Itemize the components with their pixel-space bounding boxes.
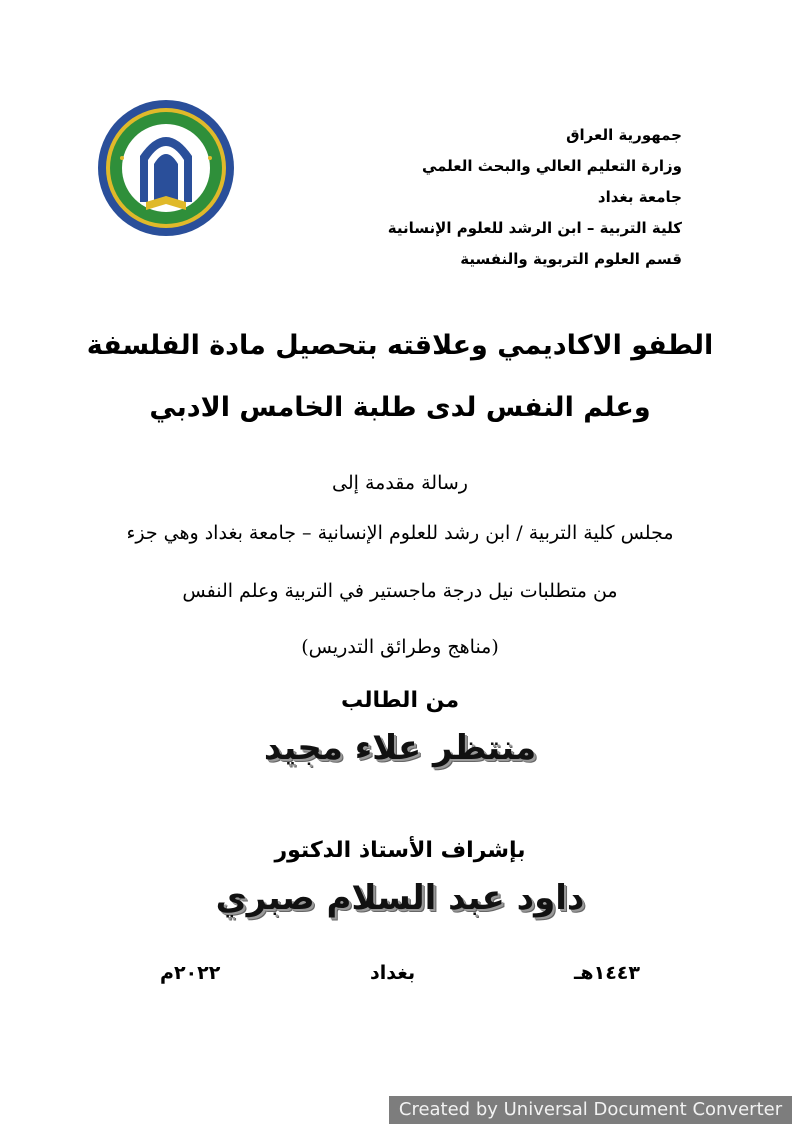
institution-header bbox=[322, 120, 682, 275]
department-line: قسم العلوم التربوية والنفسية bbox=[460, 250, 682, 268]
student-label: من الطالب bbox=[340, 688, 460, 713]
thesis-title-line-1: الطفو الاكاديمي وعلاقته بتحصيل مادة الفلسفة bbox=[86, 330, 714, 361]
university-logo bbox=[96, 98, 236, 238]
specialization-line: (مناهج وطرائق التدريس) bbox=[301, 636, 499, 658]
university-line: جامعة بغداد bbox=[597, 188, 682, 206]
student-name: منتظر علاء مجيد bbox=[263, 728, 537, 768]
hijri-year: ١٤٤٣هـ bbox=[573, 962, 640, 984]
city: بغداد bbox=[370, 962, 416, 984]
council-line: مجلس كلية التربية / ابن رشد للعلوم الإنسانية – جامعة بغداد وهي جزء bbox=[126, 522, 674, 544]
gregorian-year: ٢٠٢٢م bbox=[160, 962, 221, 984]
supervisor-name: داود عبد السلام صبري bbox=[215, 878, 585, 918]
supervisor-label: بإشراف الأستاذ الدكتور bbox=[274, 838, 526, 863]
country-line: جمهورية العراق bbox=[566, 126, 682, 144]
university-of-baghdad-seal-icon bbox=[96, 98, 236, 238]
ministry-line: وزارة التعليم العالي والبحث العلمي bbox=[421, 157, 682, 175]
thesis-title-line-2: وعلم النفس لدى طلبة الخامس الادبي bbox=[149, 392, 651, 423]
degree-line: من متطلبات نيل درجة ماجستير في التربية وعلم النفس bbox=[182, 580, 618, 602]
submission-line: رسالة مقدمة إلى bbox=[332, 472, 468, 494]
college-line: كلية التربية – ابن الرشد للعلوم الإنسانية bbox=[387, 219, 682, 237]
converter-watermark: Created by Universal Document Converter bbox=[389, 1096, 792, 1124]
